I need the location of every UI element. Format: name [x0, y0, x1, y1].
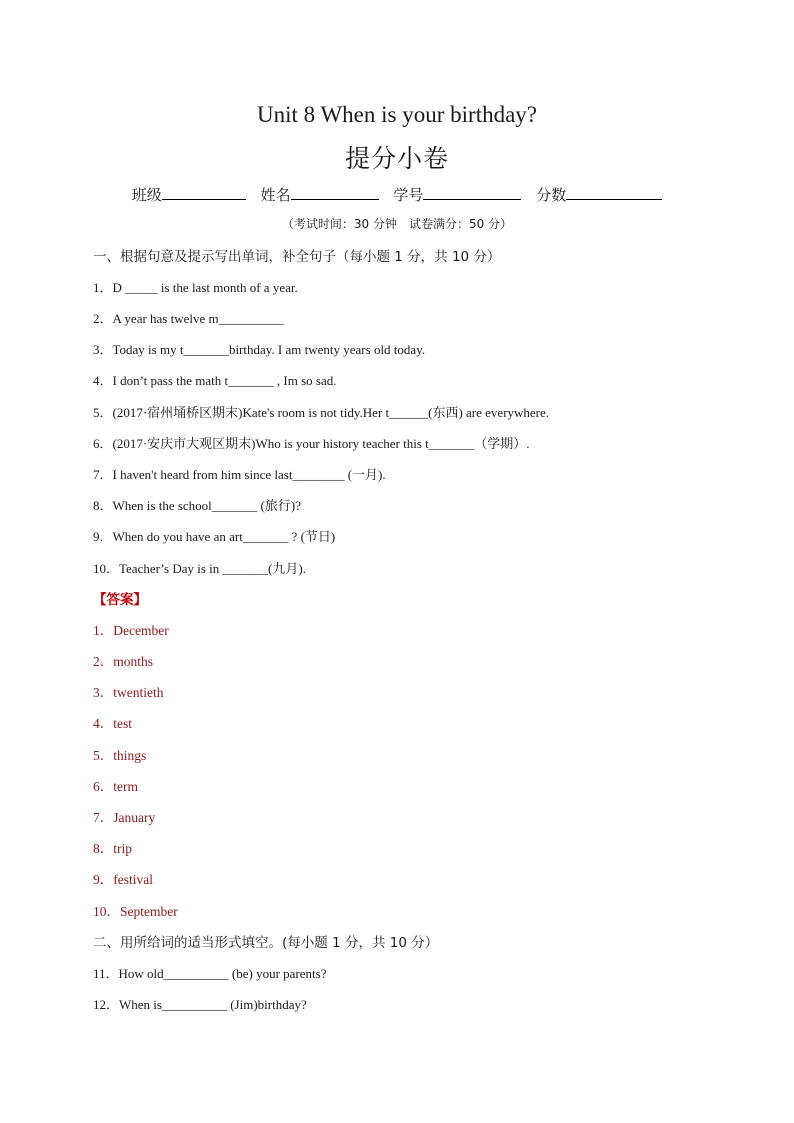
question-9: 9．When do you have an art_______ ? (节日) [93, 529, 336, 544]
question-11: 11．How old__________ (be) your parents? [93, 966, 327, 981]
name-label: 姓名 [260, 186, 291, 204]
answer-6: 6．term [93, 779, 138, 794]
section2-heading: 二、用所给词的适当形式填空。(每小题 1 分，共 10 分） [93, 935, 439, 951]
question-4: 4．I don’t pass the math t_______ , Im so sad. [93, 373, 337, 388]
score-field[interactable] [536, 186, 662, 204]
answer-label: 【答案】 [93, 592, 147, 608]
class-label: 班级 [131, 186, 162, 204]
question-2: 2．A year has twelve m__________ [93, 311, 284, 326]
exam-note: （考试时间：30 分钟 试卷满分：50 分） [281, 217, 513, 231]
answer-4: 4．test [93, 716, 132, 731]
answer-5: 5．things [93, 748, 147, 763]
section1-heading: 一、根据句意及提示写出单词，补全句子（每小题 1 分，共 10 分） [93, 249, 501, 265]
answer-9: 9．festival [93, 872, 153, 887]
answer-2: 2．months [93, 654, 154, 669]
question-8: 8．When is the school_______ (旅行)? [93, 498, 301, 513]
name-blank[interactable] [291, 184, 379, 200]
question-6: 6．(2017·安庆市大观区期末)Who is your history teacher this t_______（学期）. [93, 436, 530, 451]
class-blank[interactable] [162, 184, 246, 200]
question-1: 1．D _____ is the last month of a year. [93, 280, 298, 295]
answer-3: 3．twentieth [93, 685, 164, 700]
worksheet-title: Unit 8 When is your birthday? [257, 102, 537, 127]
question-5: 5．(2017·宿州埇桥区期末)Kate's room is not tidy.Her t______(东西) are everywhere. [93, 405, 550, 420]
student-number-field[interactable] [393, 186, 521, 204]
answer-8: 8．trip [93, 841, 132, 856]
question-12: 12．When is__________ (Jim)birthday? [93, 997, 307, 1012]
student-info-row [0, 184, 794, 206]
answer-1: 1．December [93, 623, 169, 638]
name-field[interactable] [261, 186, 379, 204]
worksheet-subtitle: 提分小卷 [344, 144, 449, 173]
score-blank[interactable] [566, 184, 662, 200]
student-number-blank[interactable] [423, 184, 521, 200]
question-3: 3．Today is my t_______birthday. I am twenty years old today. [93, 342, 426, 357]
question-7: 7．I haven't heard from him since last________ (一月). [93, 467, 386, 482]
class-field[interactable] [132, 186, 246, 204]
answer-7: 7．January [93, 810, 156, 825]
student-number-label: 学号 [393, 186, 424, 204]
question-10: 10．Teacher’s Day is in _______(九月). [93, 561, 306, 576]
score-label: 分数 [536, 186, 567, 204]
answer-10: 10．September [93, 904, 178, 919]
